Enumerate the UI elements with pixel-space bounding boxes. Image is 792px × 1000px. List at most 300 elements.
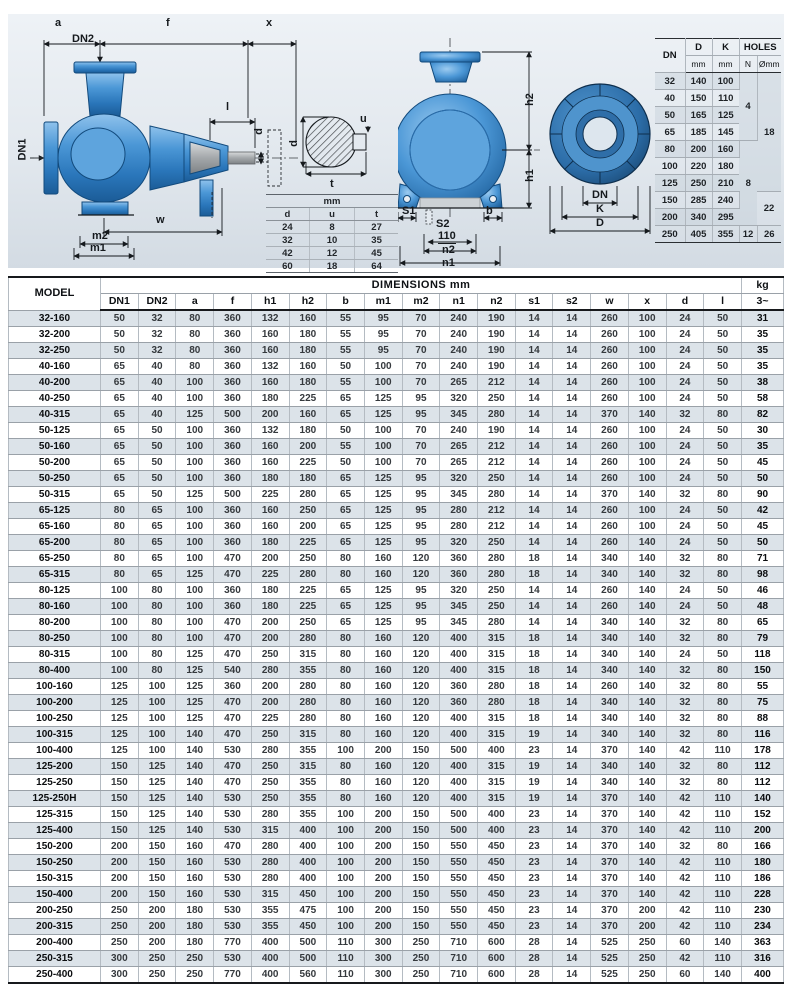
dimension-cell: 80 bbox=[704, 567, 742, 583]
dimension-cell: 250 bbox=[251, 727, 289, 743]
dimension-cell: 100 bbox=[176, 471, 214, 487]
dimension-cell: 14 bbox=[515, 535, 553, 551]
dimension-cell: 65 bbox=[101, 471, 139, 487]
dimension-cell: 55 bbox=[327, 310, 365, 327]
model-cell: 200-250 bbox=[9, 903, 101, 919]
dimension-cell: 95 bbox=[402, 471, 440, 487]
dimension-cell: 28 bbox=[515, 967, 553, 984]
flange-dn-cell: 65 bbox=[655, 124, 685, 141]
dimension-cell: 14 bbox=[553, 439, 591, 455]
dimension-cell: 160 bbox=[251, 343, 289, 359]
weight-cell: 82 bbox=[742, 407, 784, 423]
model-cell: 200-400 bbox=[9, 935, 101, 951]
dimension-cell: 530 bbox=[214, 951, 252, 967]
dimension-cell: 525 bbox=[591, 967, 629, 984]
dimension-cell: 140 bbox=[628, 551, 666, 567]
dimension-cell: 470 bbox=[214, 711, 252, 727]
model-cell: 65-200 bbox=[9, 535, 101, 551]
dimension-cell: 315 bbox=[478, 727, 516, 743]
dim-label-dn2: DN2 bbox=[72, 33, 95, 45]
dimension-cell: 110 bbox=[327, 935, 365, 951]
weight-cell: 50 bbox=[742, 471, 784, 487]
flange-d-cell: 340 bbox=[685, 209, 712, 226]
dimension-cell: 250 bbox=[251, 791, 289, 807]
dimension-cell: 100 bbox=[628, 375, 666, 391]
dimension-cell: 190 bbox=[478, 423, 516, 439]
weight-cell: 42 bbox=[742, 503, 784, 519]
dimension-cell: 140 bbox=[628, 663, 666, 679]
dimension-cell: 180 bbox=[176, 935, 214, 951]
dimension-cell: 530 bbox=[214, 919, 252, 935]
dimension-cell: 160 bbox=[364, 663, 402, 679]
dimension-cell: 260 bbox=[591, 359, 629, 375]
dimension-cell: 65 bbox=[101, 439, 139, 455]
dim-label-s1: S1 bbox=[402, 205, 416, 217]
dimension-cell: 125 bbox=[364, 407, 402, 423]
shaft-col-header: u bbox=[309, 208, 354, 221]
model-cell: 50-160 bbox=[9, 439, 101, 455]
dimension-cell: 100 bbox=[101, 583, 139, 599]
weight-cell: 45 bbox=[742, 519, 784, 535]
dimension-cell: 500 bbox=[214, 407, 252, 423]
dimension-cell: 140 bbox=[628, 727, 666, 743]
dimension-cell: 400 bbox=[440, 775, 478, 791]
dimension-cell: 95 bbox=[402, 519, 440, 535]
dimension-cell: 160 bbox=[251, 327, 289, 343]
dimension-cell: 300 bbox=[364, 935, 402, 951]
dimension-cell: 100 bbox=[101, 631, 139, 647]
dimension-cell: 120 bbox=[402, 759, 440, 775]
dim-column-header: n1 bbox=[440, 294, 478, 311]
dimension-cell: 500 bbox=[289, 951, 327, 967]
dimension-cell: 14 bbox=[553, 647, 591, 663]
flange-n-cell: 4 bbox=[739, 73, 757, 141]
dimension-cell: 42 bbox=[666, 743, 704, 759]
flange-n-cell: 12 bbox=[739, 226, 757, 243]
dimension-cell: 23 bbox=[515, 855, 553, 871]
dimension-cell: 340 bbox=[591, 695, 629, 711]
dim-label-d-shaft: d bbox=[287, 140, 300, 147]
dimension-cell: 355 bbox=[289, 807, 327, 823]
dimension-cell: 110 bbox=[704, 903, 742, 919]
dimension-cell: 600 bbox=[478, 935, 516, 951]
dimension-cell: 125 bbox=[101, 679, 139, 695]
dimension-cell: 65 bbox=[101, 487, 139, 503]
shaft-table-cell: 45 bbox=[355, 247, 398, 260]
dimension-cell: 280 bbox=[478, 615, 516, 631]
dimension-cell: 260 bbox=[591, 423, 629, 439]
dimension-cell: 24 bbox=[666, 310, 704, 327]
flange-dn-cell: 125 bbox=[655, 175, 685, 192]
dimension-cell: 110 bbox=[704, 791, 742, 807]
dimension-cell: 180 bbox=[251, 471, 289, 487]
pump-front-view-drawing bbox=[398, 22, 548, 266]
dimension-cell: 550 bbox=[440, 855, 478, 871]
dimension-cell: 110 bbox=[704, 919, 742, 935]
dimension-cell: 32 bbox=[666, 727, 704, 743]
dimension-cell: 120 bbox=[402, 631, 440, 647]
dimension-cell: 180 bbox=[289, 423, 327, 439]
dimension-cell: 80 bbox=[101, 551, 139, 567]
dimension-cell: 100 bbox=[176, 423, 214, 439]
dimension-cell: 370 bbox=[591, 743, 629, 759]
weight-cell: 88 bbox=[742, 711, 784, 727]
model-cell: 125-315 bbox=[9, 807, 101, 823]
dimension-cell: 132 bbox=[251, 310, 289, 327]
dimension-cell: 200 bbox=[289, 439, 327, 455]
dimension-cell: 65 bbox=[138, 551, 176, 567]
dimension-cell: 14 bbox=[553, 919, 591, 935]
dimension-cell: 140 bbox=[628, 615, 666, 631]
dimension-cell: 32 bbox=[666, 679, 704, 695]
dimension-cell: 14 bbox=[553, 471, 591, 487]
model-cell: 80-200 bbox=[9, 615, 101, 631]
dimension-cell: 24 bbox=[666, 583, 704, 599]
dimension-cell: 125 bbox=[101, 743, 139, 759]
dimension-cell: 40 bbox=[138, 375, 176, 391]
shaft-table-cell: 24 bbox=[266, 221, 309, 234]
dimension-cell: 50 bbox=[704, 423, 742, 439]
dimension-cell: 32 bbox=[666, 615, 704, 631]
dimension-cell: 65 bbox=[101, 391, 139, 407]
flange-omm-cell: 26 bbox=[757, 226, 781, 243]
dimension-cell: 160 bbox=[289, 310, 327, 327]
dimension-cell: 80 bbox=[138, 583, 176, 599]
dimension-cell: 125 bbox=[364, 487, 402, 503]
dimension-cell: 65 bbox=[327, 535, 365, 551]
dimension-cell: 250 bbox=[138, 967, 176, 984]
dimension-cell: 360 bbox=[214, 423, 252, 439]
dimension-cell: 160 bbox=[364, 647, 402, 663]
dimension-cell: 600 bbox=[478, 951, 516, 967]
dimension-cell: 24 bbox=[666, 359, 704, 375]
dimension-cell: 355 bbox=[251, 919, 289, 935]
dimension-cell: 140 bbox=[628, 487, 666, 503]
model-row bbox=[9, 375, 784, 391]
dimension-cell: 280 bbox=[251, 871, 289, 887]
model-cell: 50-250 bbox=[9, 471, 101, 487]
dimension-cell: 200 bbox=[138, 935, 176, 951]
dimension-cell: 32 bbox=[666, 407, 704, 423]
dim-label-f: f bbox=[166, 17, 170, 29]
model-row bbox=[9, 599, 784, 615]
dimension-cell: 250 bbox=[402, 951, 440, 967]
dim-column-header: s1 bbox=[515, 294, 553, 311]
dim-label-k: K bbox=[596, 203, 604, 215]
dimension-cell: 80 bbox=[327, 567, 365, 583]
dimension-cell: 200 bbox=[289, 519, 327, 535]
dimension-cell: 200 bbox=[251, 551, 289, 567]
dimension-cell: 95 bbox=[402, 535, 440, 551]
dimension-cell: 550 bbox=[440, 871, 478, 887]
dimension-cell: 14 bbox=[553, 967, 591, 984]
dimension-cell: 140 bbox=[704, 967, 742, 984]
weight-cell: 112 bbox=[742, 775, 784, 791]
dimension-cell: 150 bbox=[402, 839, 440, 855]
dimension-cell: 360 bbox=[214, 439, 252, 455]
dimension-cell: 120 bbox=[402, 647, 440, 663]
dimension-cell: 100 bbox=[628, 439, 666, 455]
dimension-cell: 100 bbox=[628, 343, 666, 359]
model-cell: 50-200 bbox=[9, 455, 101, 471]
dimension-cell: 32 bbox=[666, 663, 704, 679]
dimension-cell: 550 bbox=[440, 919, 478, 935]
dimension-cell: 65 bbox=[138, 535, 176, 551]
flange-dn-cell: 250 bbox=[655, 226, 685, 243]
dimension-cell: 200 bbox=[251, 631, 289, 647]
dimension-cell: 500 bbox=[214, 487, 252, 503]
weight-cell: 112 bbox=[742, 759, 784, 775]
dimension-cell: 18 bbox=[515, 663, 553, 679]
model-cell: 65-250 bbox=[9, 551, 101, 567]
dimension-cell: 50 bbox=[704, 375, 742, 391]
dim-column-header: b bbox=[327, 294, 365, 311]
dimension-cell: 14 bbox=[553, 391, 591, 407]
flange-dimensions-table bbox=[655, 38, 781, 243]
dimension-cell: 140 bbox=[176, 759, 214, 775]
dimension-cell: 14 bbox=[515, 455, 553, 471]
dimension-cell: 400 bbox=[251, 951, 289, 967]
dimension-cell: 50 bbox=[327, 455, 365, 471]
model-cell: 100-200 bbox=[9, 695, 101, 711]
dimension-cell: 23 bbox=[515, 903, 553, 919]
dimension-cell: 250 bbox=[176, 967, 214, 984]
model-cell: 125-250H bbox=[9, 791, 101, 807]
dimension-cell: 225 bbox=[289, 535, 327, 551]
dimension-cell: 14 bbox=[553, 775, 591, 791]
dimension-cell: 140 bbox=[628, 807, 666, 823]
dimension-cell: 65 bbox=[101, 375, 139, 391]
dimension-cell: 125 bbox=[138, 823, 176, 839]
dimension-cell: 70 bbox=[402, 343, 440, 359]
dimension-cell: 250 bbox=[478, 391, 516, 407]
dimension-cell: 140 bbox=[628, 647, 666, 663]
dimension-cell: 400 bbox=[478, 807, 516, 823]
dimension-cell: 190 bbox=[478, 310, 516, 327]
dimension-cell: 360 bbox=[214, 471, 252, 487]
pump-side-view-drawing bbox=[16, 22, 306, 262]
dimension-cell: 50 bbox=[704, 327, 742, 343]
dimension-cell: 450 bbox=[478, 903, 516, 919]
dim-column-header: f bbox=[214, 294, 252, 311]
dimension-cell: 50 bbox=[138, 423, 176, 439]
dimension-cell: 770 bbox=[214, 967, 252, 984]
dimension-cell: 132 bbox=[251, 423, 289, 439]
dimension-cell: 80 bbox=[101, 535, 139, 551]
dimension-cell: 200 bbox=[364, 823, 402, 839]
dimension-cell: 140 bbox=[628, 583, 666, 599]
model-row bbox=[9, 647, 784, 663]
flange-d-cell: 405 bbox=[685, 226, 712, 243]
kg-column-header: kg bbox=[742, 277, 784, 294]
dimension-cell: 360 bbox=[214, 599, 252, 615]
dimension-cell: 32 bbox=[666, 551, 704, 567]
dimension-cell: 280 bbox=[251, 807, 289, 823]
dim-label-s2: S2 bbox=[436, 218, 450, 230]
dimension-cell: 100 bbox=[327, 839, 365, 855]
dimension-cell: 160 bbox=[364, 711, 402, 727]
model-cell: 50-125 bbox=[9, 423, 101, 439]
dimension-cell: 14 bbox=[553, 631, 591, 647]
dimension-cell: 14 bbox=[515, 327, 553, 343]
dimension-cell: 450 bbox=[289, 919, 327, 935]
dimension-cell: 100 bbox=[327, 871, 365, 887]
dimension-cell: 360 bbox=[440, 551, 478, 567]
dimension-cell: 160 bbox=[176, 855, 214, 871]
weight-cell: 180 bbox=[742, 855, 784, 871]
flange-table-row bbox=[655, 192, 781, 209]
dimension-cell: 400 bbox=[251, 967, 289, 984]
dimension-cell: 110 bbox=[704, 823, 742, 839]
dimension-cell: 355 bbox=[289, 791, 327, 807]
dimension-cell: 14 bbox=[515, 375, 553, 391]
flange-unit-k: mm bbox=[712, 56, 739, 73]
dimension-cell: 65 bbox=[138, 519, 176, 535]
dimension-cell: 65 bbox=[327, 487, 365, 503]
dimension-cell: 280 bbox=[251, 663, 289, 679]
dimension-cell: 160 bbox=[176, 871, 214, 887]
dimension-cell: 260 bbox=[591, 535, 629, 551]
dimension-cell: 40 bbox=[138, 407, 176, 423]
dimension-cell: 340 bbox=[591, 567, 629, 583]
weight-cell: 65 bbox=[742, 615, 784, 631]
dimension-cell: 212 bbox=[478, 455, 516, 471]
dimension-cell: 120 bbox=[402, 711, 440, 727]
dimension-cell: 300 bbox=[101, 967, 139, 984]
dimension-cell: 24 bbox=[666, 647, 704, 663]
dimension-cell: 225 bbox=[289, 455, 327, 471]
dimension-cell: 14 bbox=[553, 583, 591, 599]
dimension-cell: 360 bbox=[214, 519, 252, 535]
dimension-cell: 180 bbox=[251, 535, 289, 551]
dimension-cell: 100 bbox=[138, 727, 176, 743]
dimension-cell: 160 bbox=[364, 695, 402, 711]
dimension-cell: 400 bbox=[440, 631, 478, 647]
dimension-cell: 100 bbox=[138, 743, 176, 759]
dimension-cell: 50 bbox=[704, 359, 742, 375]
dimension-cell: 470 bbox=[214, 567, 252, 583]
dimension-cell: 370 bbox=[591, 791, 629, 807]
dimension-cell: 14 bbox=[553, 487, 591, 503]
model-row bbox=[9, 583, 784, 599]
dimension-cell: 100 bbox=[101, 647, 139, 663]
dimension-cell: 14 bbox=[553, 535, 591, 551]
dimension-cell: 125 bbox=[364, 503, 402, 519]
dimension-cell: 355 bbox=[289, 775, 327, 791]
dimension-cell: 160 bbox=[364, 631, 402, 647]
dimension-cell: 200 bbox=[251, 695, 289, 711]
model-cell: 200-315 bbox=[9, 919, 101, 935]
weight-cell: 35 bbox=[742, 327, 784, 343]
dimension-cell: 100 bbox=[628, 310, 666, 327]
dimension-cell: 100 bbox=[327, 807, 365, 823]
dimension-cell: 160 bbox=[176, 887, 214, 903]
weight-cell: 30 bbox=[742, 423, 784, 439]
dimension-cell: 14 bbox=[515, 423, 553, 439]
dim-label-w: w bbox=[156, 214, 165, 226]
model-row bbox=[9, 839, 784, 855]
model-row bbox=[9, 423, 784, 439]
dimension-cell: 370 bbox=[591, 487, 629, 503]
weight-cell: 363 bbox=[742, 935, 784, 951]
dimension-cell: 14 bbox=[553, 903, 591, 919]
dimension-cell: 200 bbox=[251, 407, 289, 423]
dimension-cell: 160 bbox=[251, 375, 289, 391]
dimension-cell: 80 bbox=[704, 695, 742, 711]
dimension-cell: 28 bbox=[515, 951, 553, 967]
dimension-cell: 225 bbox=[289, 583, 327, 599]
dimension-cell: 14 bbox=[515, 487, 553, 503]
dimension-cell: 50 bbox=[704, 503, 742, 519]
dimension-cell: 65 bbox=[327, 391, 365, 407]
dimension-cell: 200 bbox=[101, 871, 139, 887]
dimension-cell: 125 bbox=[364, 599, 402, 615]
dimension-cell: 32 bbox=[666, 695, 704, 711]
dimension-cell: 132 bbox=[251, 359, 289, 375]
dimension-cell: 14 bbox=[553, 407, 591, 423]
model-cell: 80-250 bbox=[9, 631, 101, 647]
dimension-cell: 65 bbox=[327, 599, 365, 615]
weight-cell: 35 bbox=[742, 439, 784, 455]
dimension-cell: 80 bbox=[327, 663, 365, 679]
dimension-cell: 150 bbox=[402, 807, 440, 823]
weight-cell: 400 bbox=[742, 967, 784, 984]
dimension-cell: 140 bbox=[628, 695, 666, 711]
dimension-cell: 80 bbox=[138, 663, 176, 679]
dimension-cell: 24 bbox=[666, 375, 704, 391]
dimension-cell: 470 bbox=[214, 551, 252, 567]
model-cell: 150-400 bbox=[9, 887, 101, 903]
model-cell: 80-160 bbox=[9, 599, 101, 615]
dimension-cell: 100 bbox=[364, 423, 402, 439]
dimension-cell: 14 bbox=[553, 663, 591, 679]
dim-column-header: DN1 bbox=[101, 294, 139, 311]
dimension-cell: 345 bbox=[440, 487, 478, 503]
dimension-cell: 260 bbox=[591, 519, 629, 535]
model-cell: 125-200 bbox=[9, 759, 101, 775]
model-row bbox=[9, 759, 784, 775]
dimension-cell: 280 bbox=[289, 567, 327, 583]
dimension-cell: 80 bbox=[704, 711, 742, 727]
dim-column-header: DN2 bbox=[138, 294, 176, 311]
weight-cell: 45 bbox=[742, 455, 784, 471]
dimension-cell: 120 bbox=[402, 551, 440, 567]
model-row bbox=[9, 967, 784, 984]
dimension-cell: 190 bbox=[478, 343, 516, 359]
dimension-cell: 470 bbox=[214, 775, 252, 791]
dimension-cell: 125 bbox=[176, 711, 214, 727]
dimension-cell: 400 bbox=[289, 871, 327, 887]
dimension-cell: 70 bbox=[402, 455, 440, 471]
model-cell: 32-160 bbox=[9, 310, 101, 327]
dimension-cell: 50 bbox=[138, 487, 176, 503]
flange-col-k: K bbox=[712, 39, 739, 56]
weight-cell: 35 bbox=[742, 359, 784, 375]
dimension-cell: 14 bbox=[553, 935, 591, 951]
dimension-cell: 550 bbox=[440, 903, 478, 919]
dimension-cell: 24 bbox=[666, 599, 704, 615]
dimension-cell: 80 bbox=[327, 679, 365, 695]
dimension-cell: 320 bbox=[440, 535, 478, 551]
model-row bbox=[9, 391, 784, 407]
dimension-cell: 525 bbox=[591, 951, 629, 967]
dimension-cell: 280 bbox=[478, 695, 516, 711]
dimension-cell: 14 bbox=[515, 615, 553, 631]
dimension-cell: 100 bbox=[176, 535, 214, 551]
dimension-cell: 250 bbox=[251, 775, 289, 791]
dimension-cell: 200 bbox=[364, 871, 402, 887]
dimension-cell: 100 bbox=[138, 679, 176, 695]
